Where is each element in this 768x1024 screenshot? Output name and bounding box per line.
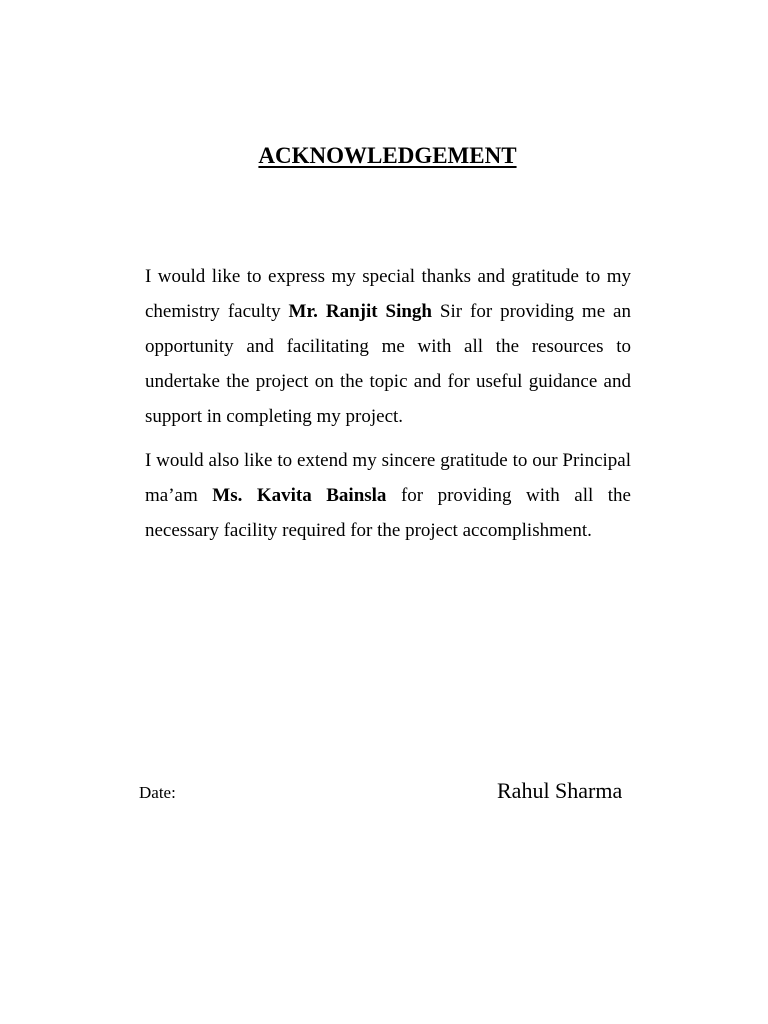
paragraph-1-text-end: Sir for providing me an opportunity and facilitating me with all the resources to undertake the project on the topic and for useful guidance and support in completing my project. [145, 301, 631, 427]
signature-name: Rahul Sharma [497, 778, 623, 803]
principal-name: Ms. Kavita Bainsla [212, 485, 387, 506]
paragraph-2-text-start: I would also like to extend my sincere gratitude to our Principal ma’am [145, 450, 631, 506]
acknowledgement-paragraph-2 [145, 443, 631, 548]
acknowledgement-paragraph-1 [145, 259, 631, 434]
faculty-name: Mr. Ranjit Singh [288, 301, 432, 322]
page-title: ACKNOWLEDGEMENT [258, 143, 517, 168]
date-label: Date: [139, 783, 176, 802]
paragraph-2-text-end: for providing with all the necessary facility required for the project accomplishment. [145, 485, 631, 541]
paragraph-1-text-start: I would like to express my special thanks and gratitude to my chemistry faculty [145, 266, 631, 322]
